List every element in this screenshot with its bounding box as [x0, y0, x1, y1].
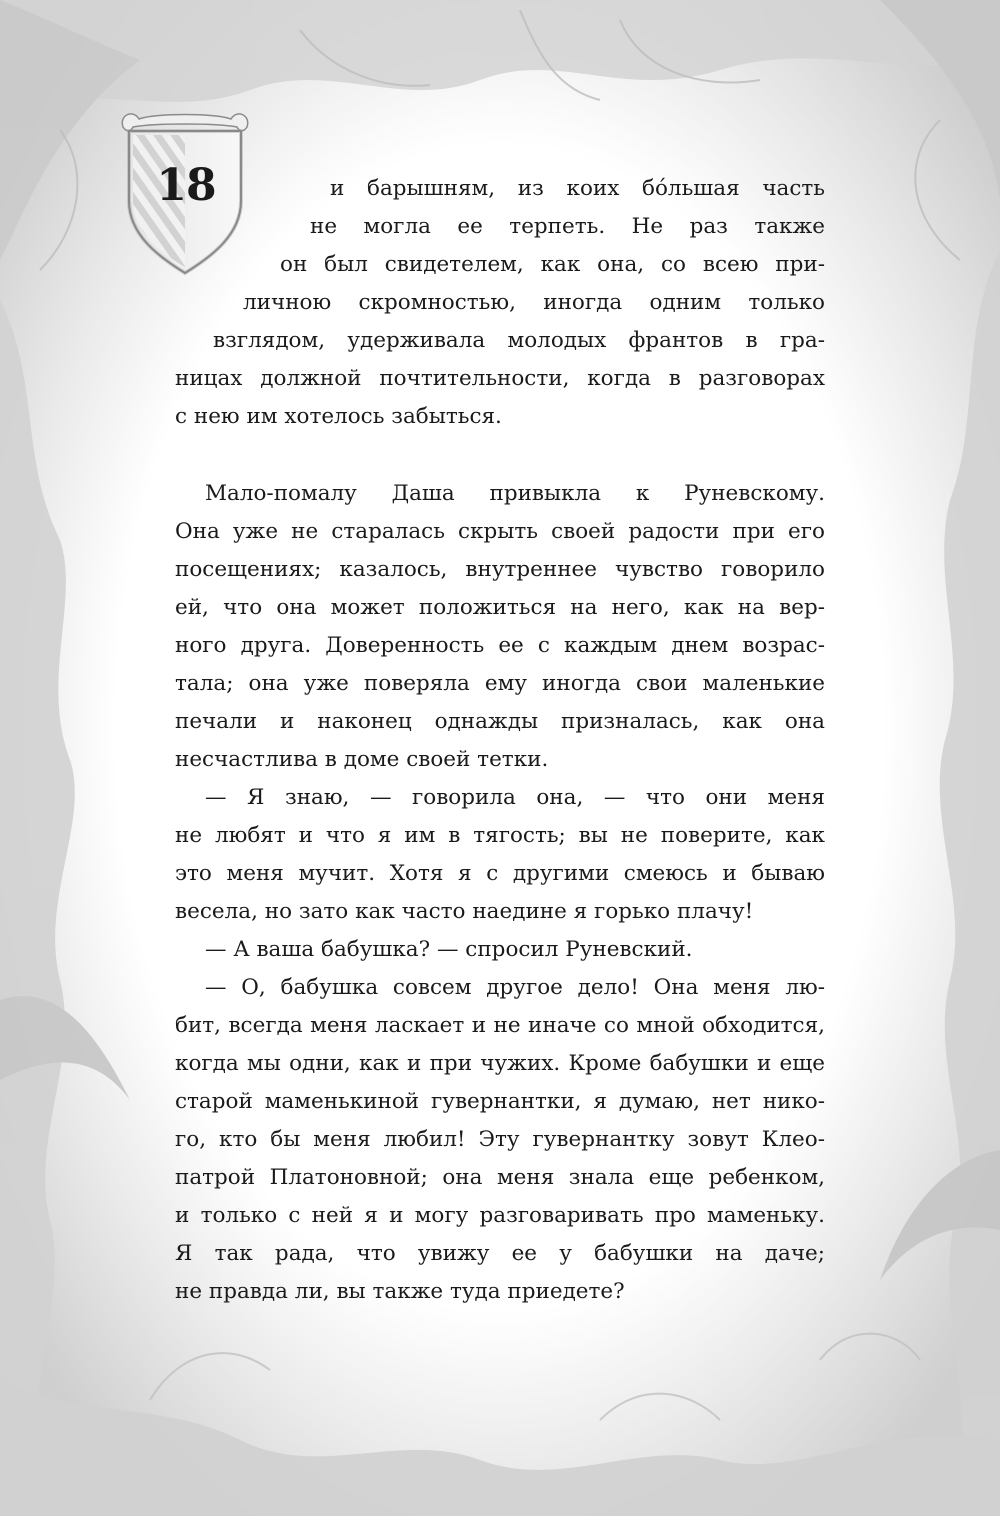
- text-line: патрой Платоновной; она меня знала еще ребенком,: [175, 1165, 825, 1190]
- text-line: Я так рада, что увижу ее у бабушки на даче;: [175, 1241, 825, 1266]
- text-line: весела, но зато как часто наедине я горько плачу!: [175, 899, 754, 924]
- text-line: и только с ней я и могу разговаривать про маменьку.: [175, 1203, 825, 1228]
- text-line: го, кто бы меня любил! Эту гувернантку зовут Клео-: [175, 1127, 825, 1152]
- text-line: — А ваша бабушка? — спросил Руневский.: [205, 937, 693, 962]
- text-line: несчастлива в доме своей тетки.: [175, 747, 549, 772]
- text-line: не правда ли, вы также туда приедете?: [175, 1279, 625, 1304]
- page-number: 18: [156, 160, 216, 211]
- text-line: ей, что она может положиться на него, как на вер-: [175, 595, 825, 620]
- text-line: печали и наконец однажды призналась, как она: [175, 709, 825, 734]
- text-line: бит, всегда меня ласкает и не иначе со мной обходится,: [175, 1013, 825, 1038]
- text-line: Мало-помалу Даша привыкла к Руневскому.: [205, 481, 825, 506]
- text-line: Она уже не старалась скрыть своей радости при его: [175, 519, 825, 544]
- text-line: — О, бабушка совсем другое дело! Она меня лю-: [205, 975, 825, 1000]
- text-line: ного друга. Доверенность ее с каждым днем возрас-: [175, 633, 825, 658]
- text-line: — Я знаю, — говорила она, — что они меня: [205, 785, 825, 810]
- text-line: не могла ее терпеть. Не раз также: [310, 214, 825, 239]
- text-line: это меня мучит. Хотя я с другими смеюсь и бываю: [175, 861, 825, 886]
- text-line: когда мы одни, как и при чужих. Кроме бабушки и еще: [175, 1051, 825, 1076]
- text-line: тала; она уже поверяла ему иногда свои маленькие: [175, 671, 825, 696]
- text-line: с нею им хотелось забыться.: [175, 404, 502, 429]
- text-line: посещениях; казалось, внутреннее чувство говорило: [175, 557, 825, 582]
- text-line: личною скромностью, иногда одним только: [243, 290, 825, 315]
- text-line: ницах должной почтительности, когда в разговорах: [175, 366, 825, 391]
- text-line: он был свидетелем, как она, со всею при-: [280, 252, 825, 277]
- text-line: старой маменькиной гувернантки, я думаю, нет нико-: [175, 1089, 825, 1114]
- text-line: взглядом, удерживала молодых франтов в гра-: [213, 328, 825, 353]
- text-line: не любят и что я им в тягость; вы не поверите, как: [175, 823, 825, 848]
- text-line: и барышням, из коих бóльшая часть: [330, 176, 825, 201]
